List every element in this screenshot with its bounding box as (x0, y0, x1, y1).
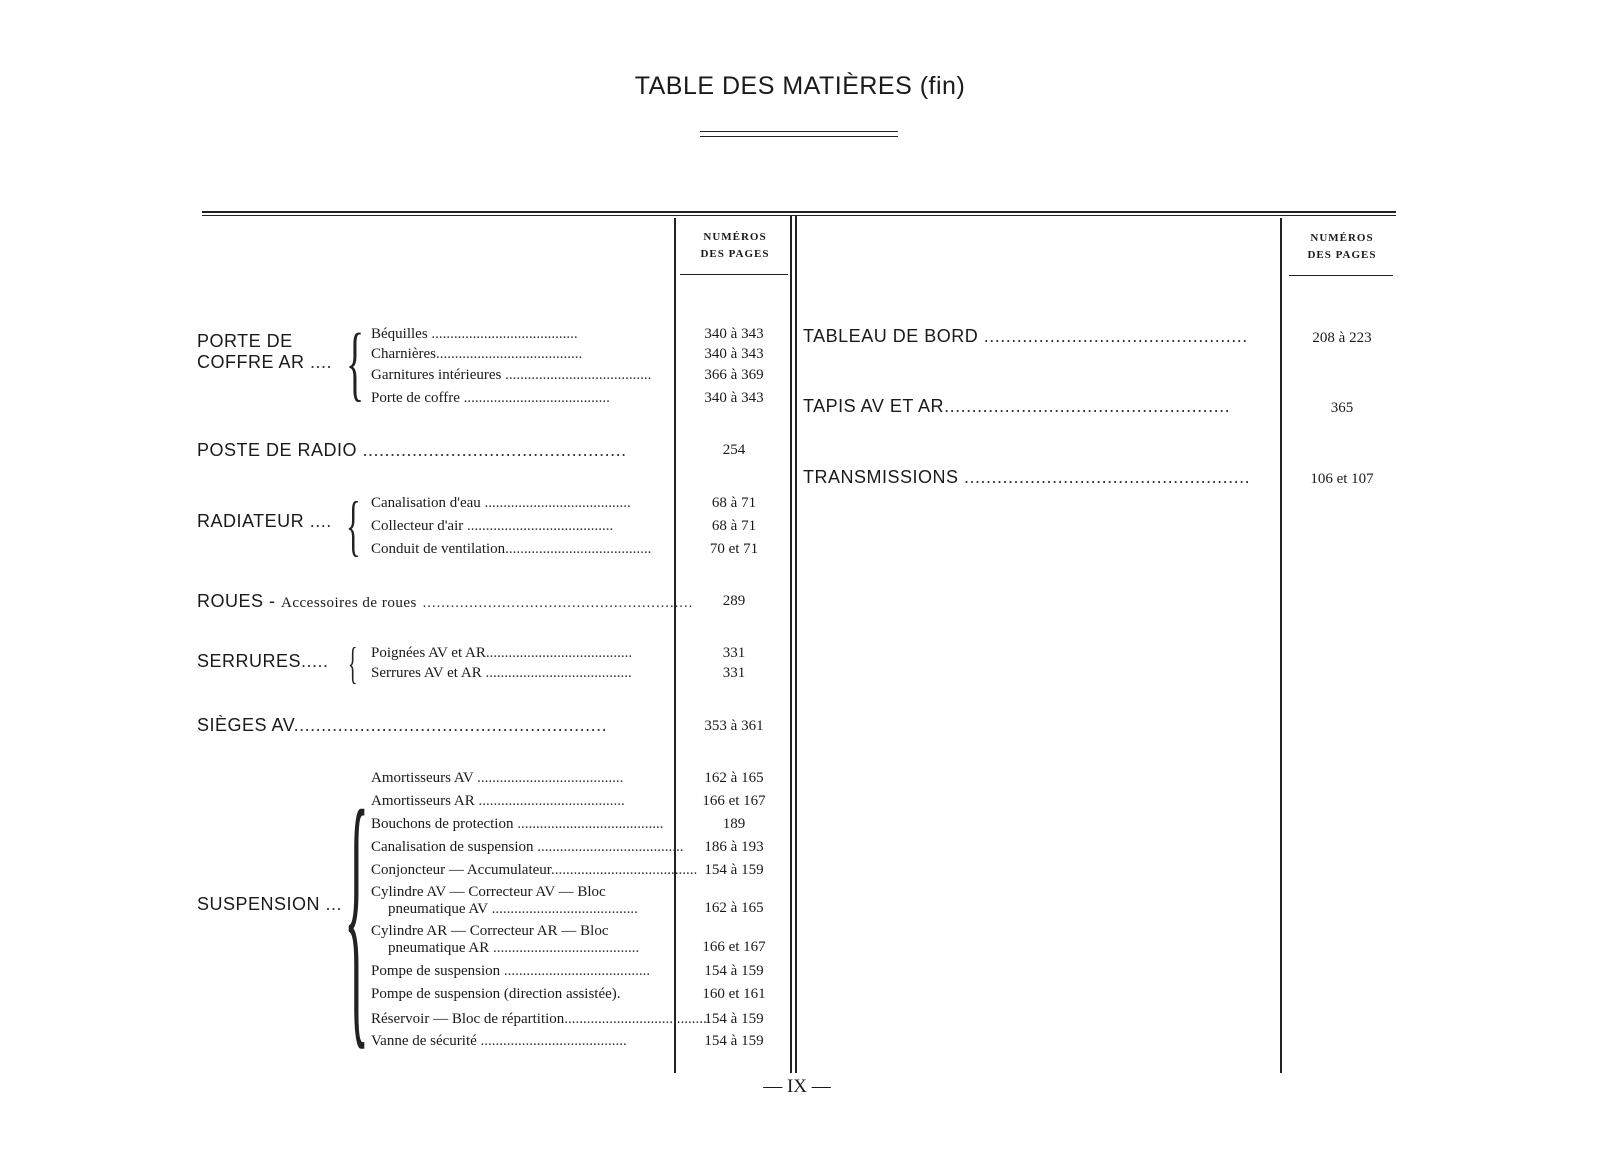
brace: { (346, 487, 361, 563)
section-head-tapis: TAPIS AV ET AR.................................................... (803, 396, 1231, 416)
page-number: 70 et 71 (709, 541, 759, 557)
toc-entry: Cylindre AV — Correcteur AV — Bloc (371, 884, 606, 900)
section-head-porte-de: PORTE DE (197, 331, 293, 351)
toc-entry: Pompe de suspension (direction assistée). (371, 986, 621, 1002)
page-number: 154 à 159 (704, 963, 764, 979)
toc-entry: Cylindre AR — Correcteur AR — Bloc (371, 923, 609, 939)
toc-entry: Conjoncteur — Accumulateur....................................... (371, 862, 698, 878)
toc-entry: Béquilles ....................................... (371, 326, 578, 342)
page-number: 68 à 71 (711, 495, 757, 511)
left-header-rule (680, 274, 788, 275)
page-number: 160 et 161 (702, 986, 766, 1002)
section-head-coffre-ar: COFFRE AR .... (197, 352, 333, 372)
brace: { (348, 639, 358, 688)
toc-entry: Garnitures intérieures ....................................... (371, 367, 652, 383)
right-column-header: NUMÉROS DES PAGES (1307, 232, 1377, 261)
col-rule-center-1 (790, 216, 792, 1073)
page-number: 154 à 159 (704, 1011, 764, 1027)
title-underline (700, 131, 898, 132)
brace: { (344, 752, 370, 1073)
toc-entry-continued: pneumatique AR ....................................... (388, 940, 640, 956)
table-top-rule (202, 211, 1396, 213)
col-rule-right-pages-start (1280, 218, 1282, 1073)
toc-entry: Serrures AV et AR ....................................... (371, 665, 632, 681)
page-number: 189 (722, 816, 746, 832)
section-head-tableau-de-bord: TABLEAU DE BORD ................................................ (803, 326, 1248, 346)
col-rule-center-2 (795, 216, 797, 1073)
toc-entry: Porte de coffre ....................................... (371, 390, 610, 406)
page-number: 289 (722, 593, 746, 609)
section-head-sieges: SIÈGES AV......................................................... (197, 715, 608, 735)
page-number: 106 et 107 (1310, 471, 1374, 487)
toc-entry: Conduit de ventilation....................................... (371, 541, 652, 557)
page-number: 331 (722, 665, 746, 681)
right-header-rule (1289, 275, 1393, 276)
page-number: 331 (722, 645, 746, 661)
toc-entry: Poignées AV et AR....................................... (371, 645, 633, 661)
page-number: 340 à 343 (704, 346, 764, 362)
page-footer-number: — IX — (763, 1076, 831, 1097)
page-number: 340 à 343 (704, 326, 764, 342)
page-number: 166 et 167 (702, 793, 766, 809)
toc-entry: Charnières....................................... (371, 346, 583, 362)
page-number: 254 (722, 442, 746, 458)
table-top-rule-2 (202, 215, 1396, 216)
toc-entry: Réservoir — Bloc de répartition....................................... (371, 1011, 711, 1027)
page-number: 162 à 165 (704, 770, 764, 786)
page-number: 366 à 369 (704, 367, 764, 383)
page-number: 154 à 159 (704, 1033, 764, 1049)
section-head-radiateur: RADIATEUR .... (197, 511, 332, 531)
toc-entry: Amortisseurs AR ....................................... (371, 793, 625, 809)
toc-entry-continued: pneumatique AV ....................................... (388, 901, 638, 917)
page-number: 162 à 165 (704, 900, 764, 916)
section-head-roues: ROUES - Accessoires de roues .......................................................... (197, 591, 694, 611)
col-rule-left-pages-start (674, 218, 676, 1073)
page-number: 154 à 159 (704, 862, 764, 878)
page-number: 166 et 167 (702, 939, 766, 955)
toc-entry: Bouchons de protection ....................................... (371, 816, 664, 832)
title-underline-2 (700, 136, 898, 137)
section-head-poste-radio: POSTE DE RADIO ................................................ (197, 440, 627, 460)
toc-entry: Collecteur d'air ....................................... (371, 518, 614, 534)
page-title: TABLE DES MATIÈRES (fin) (634, 72, 966, 100)
page-number: 186 à 193 (704, 839, 764, 855)
section-head-serrures: SERRURES..... (197, 651, 329, 671)
left-column-header: NUMÉROS DES PAGES (700, 231, 770, 260)
roues-subtitle: Accessoires de roues (281, 595, 417, 611)
section-head-transmissions: TRANSMISSIONS .................................................... (803, 467, 1251, 487)
page-number: 353 à 361 (704, 718, 764, 734)
page-number: 208 à 223 (1312, 330, 1372, 346)
page-number: 340 à 343 (704, 390, 764, 406)
toc-entry: Canalisation de suspension ....................................... (371, 839, 684, 855)
toc-entry: Amortisseurs AV ....................................... (371, 770, 624, 786)
toc-entry: Vanne de sécurité ....................................... (371, 1033, 627, 1049)
page-number: 365 (1330, 400, 1354, 416)
brace: { (346, 317, 365, 410)
toc-entry: Pompe de suspension ....................................... (371, 963, 651, 979)
section-head-suspension: SUSPENSION ... (197, 894, 343, 914)
toc-entry: Canalisation d'eau ....................................... (371, 495, 631, 511)
page-number: 68 à 71 (711, 518, 757, 534)
